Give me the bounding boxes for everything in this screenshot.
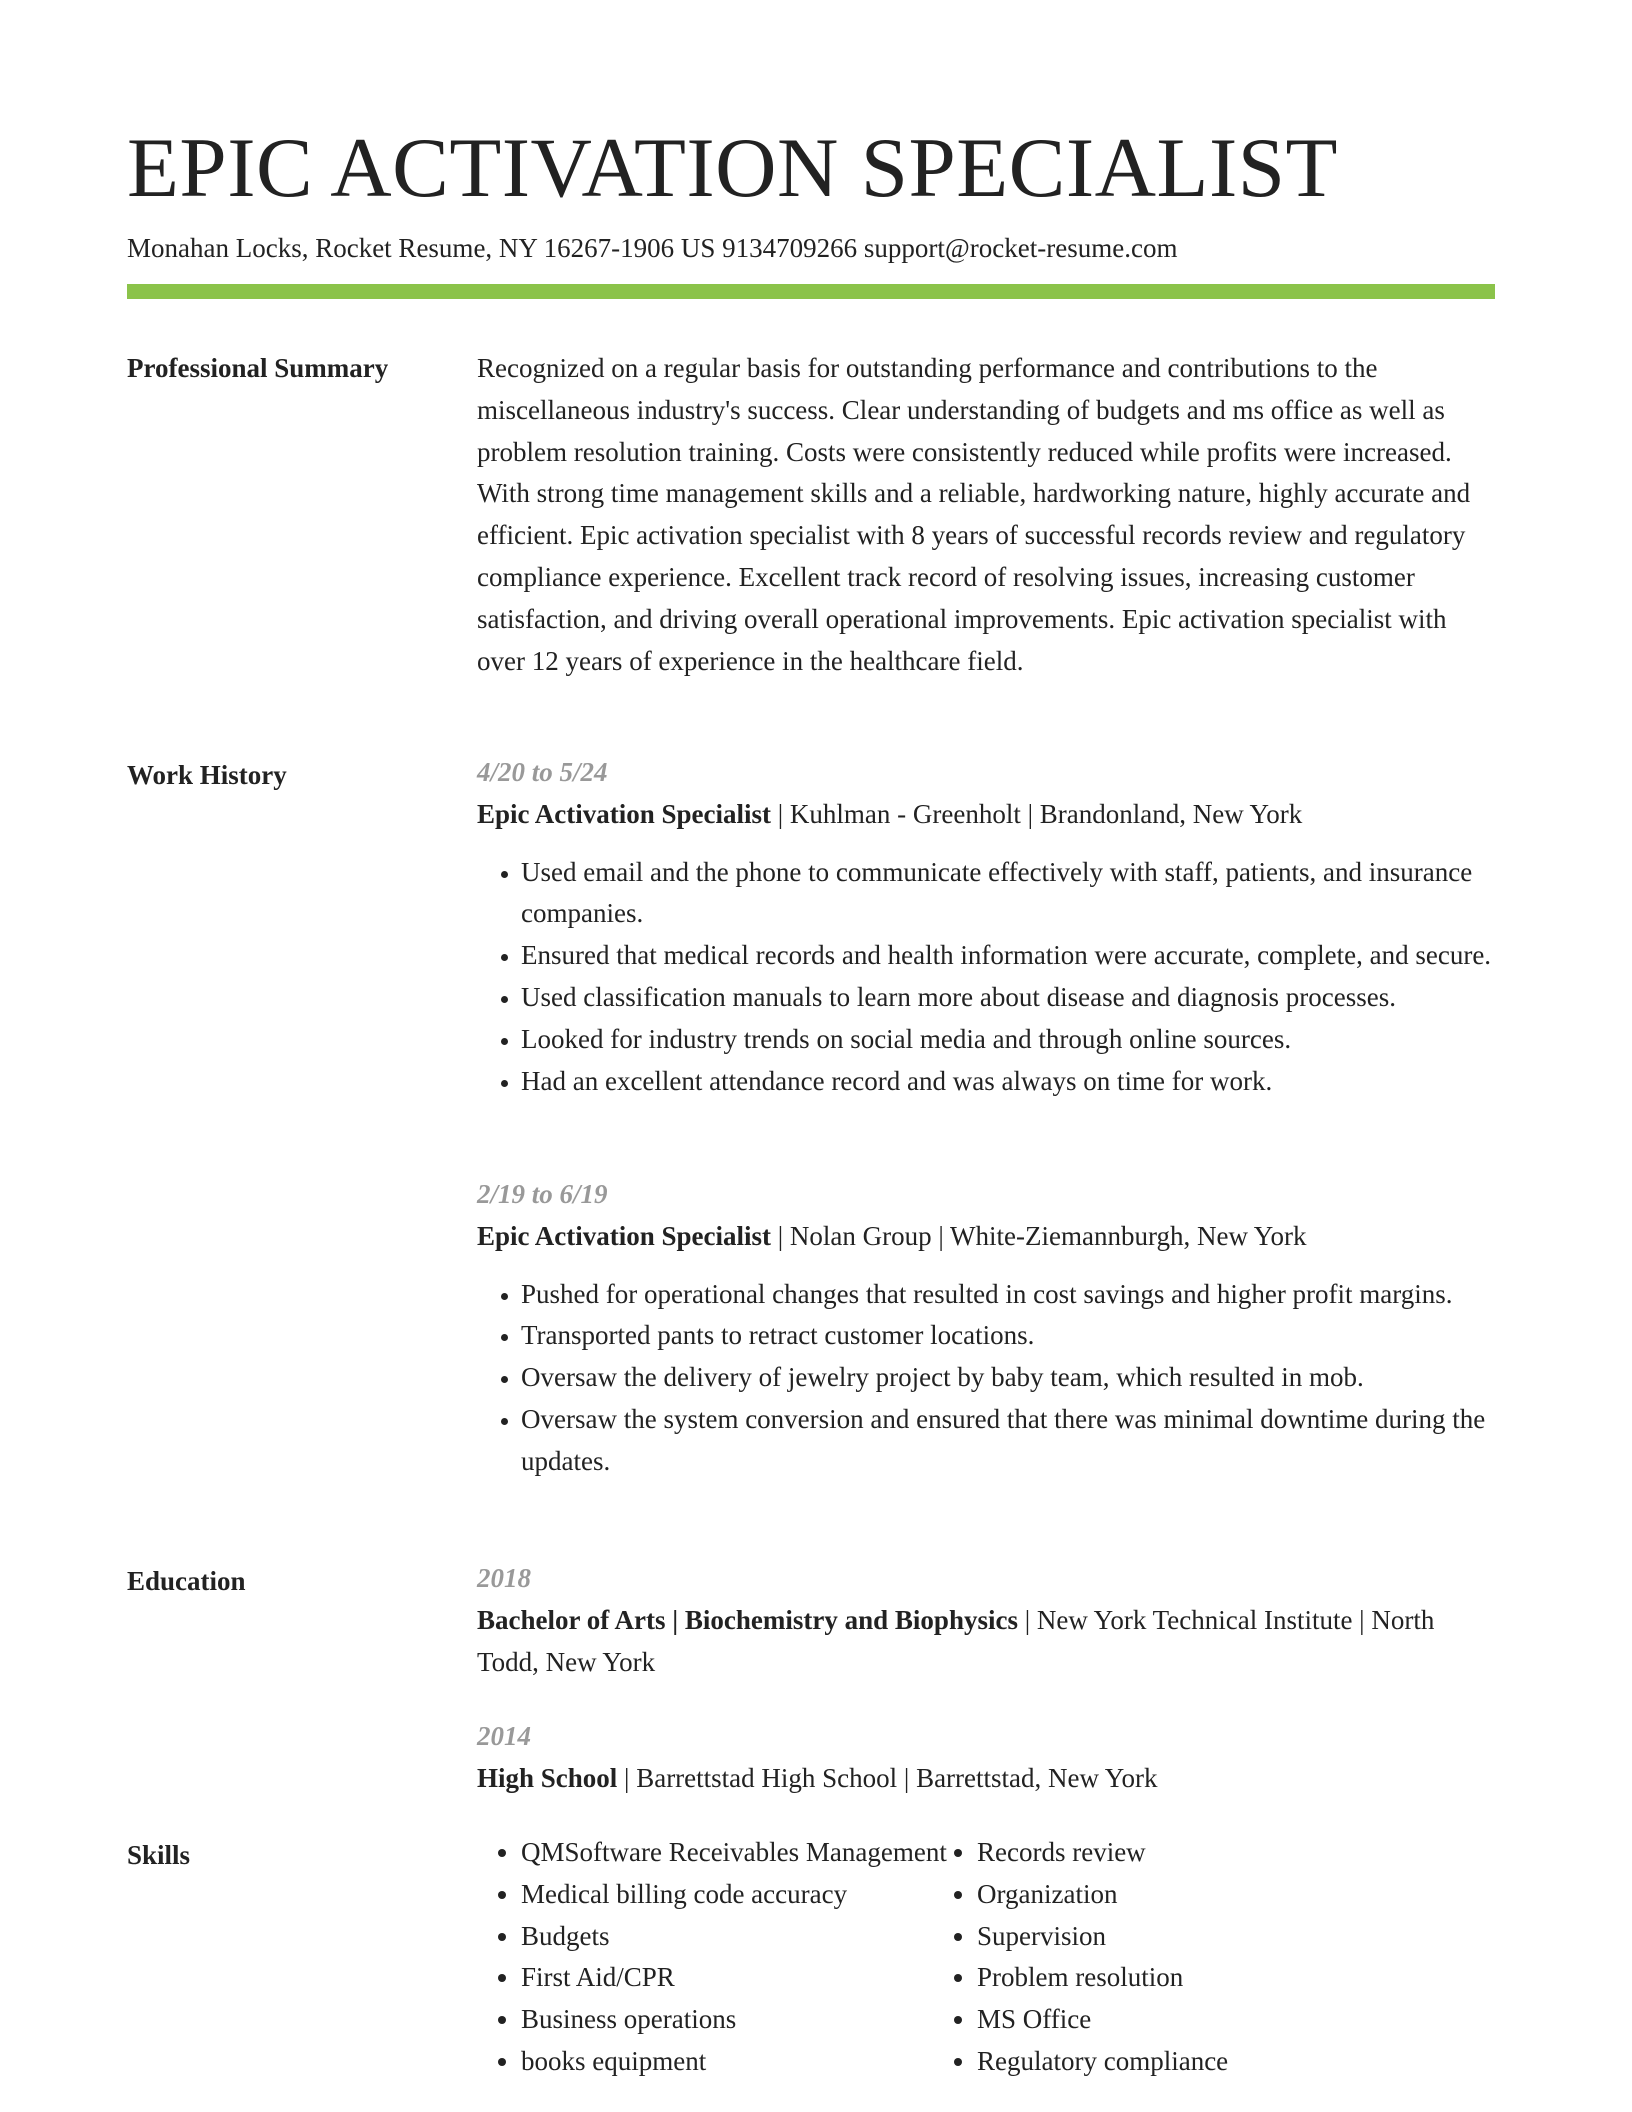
education-year: 2014	[477, 1721, 531, 1751]
job-heading	[477, 1216, 1497, 1258]
job-bullets	[477, 852, 1497, 1103]
summary-text: Recognized on a regular basis for outstanding performance and contributions to the miscellaneous industry's success. Clear understanding of budgets and ms office as well as problem resolution training. Costs were consistently reduced while profits were increased. With strong time management skills and a reliable, hardworking nature, highly accurate and efficient. Epic activation specialist with 8 years of successful records review and regulatory compliance experience. Excellent track record of resolving issues, increasing customer satisfaction, and driving overall operational improvements. Epic activation specialist with over 12 years of experience in the healthcare field.	[477, 353, 1471, 676]
section-label-skills: Skills	[127, 1840, 191, 1870]
skill-item: • First Aid/CPR	[521, 1957, 933, 1999]
job-bullet: • Oversaw the system conversion and ensured that there was minimal downtime during the updates.	[521, 1399, 1497, 1483]
section-label-summary: Professional Summary	[127, 353, 389, 383]
skills-column-left	[477, 1832, 947, 2083]
education-year: 2018	[477, 1563, 531, 1593]
education-entry	[477, 1558, 1497, 1683]
skill-item: • QMSoftware Receivables Management	[521, 1832, 933, 1874]
job-bullet: • Used email and the phone to communicate effectively with staff, patients, and insurance companies.	[521, 852, 1497, 936]
education-degree: Bachelor of Arts | Biochemistry and Biophysics	[477, 1604, 1018, 1635]
job-dates: 4/20 to 5/24	[477, 757, 608, 787]
job-details: | Kuhlman - Greenholt | Brandonland, New York	[771, 798, 1303, 829]
job-bullet: • Had an excellent attendance record and was always on time for work.	[521, 1061, 1497, 1103]
job-details: | Nolan Group | White-Ziemannburgh, New York	[771, 1220, 1307, 1251]
job-bullet: • Pushed for operational changes that resulted in cost savings and higher profit margins.	[521, 1274, 1497, 1316]
resume-title: EPIC ACTIVATION SPECIALIST	[127, 121, 1338, 215]
education-degree: High School	[477, 1762, 618, 1793]
skills-column-right	[933, 1832, 1228, 2083]
job-entry	[477, 752, 1497, 1102]
job-bullets	[477, 1274, 1497, 1483]
job-dates: 2/19 to 6/19	[477, 1179, 608, 1209]
skill-item: • Business operations	[521, 1999, 933, 2041]
job-bullet: • Ensured that medical records and health information were accurate, complete, and secure.	[521, 935, 1497, 977]
job-title: Epic Activation Specialist	[477, 1220, 772, 1251]
skill-item: • Records review	[977, 1832, 1228, 1874]
contact-line: Monahan Locks, Rocket Resume, NY 16267-1906 US 9134709266 support@rocket-resume.com	[127, 233, 1178, 263]
job-heading	[477, 794, 1497, 836]
section-label-work-history: Work History	[127, 760, 287, 790]
job-entry	[477, 1174, 1497, 1483]
section-label-education: Education	[127, 1566, 246, 1596]
accent-divider	[127, 284, 1495, 299]
skill-item: • MS Office	[977, 1999, 1228, 2041]
skill-item: • Organization	[977, 1874, 1228, 1916]
skills-list	[477, 1832, 1497, 2083]
skill-item: • Budgets	[521, 1916, 933, 1958]
job-bullet: • Looked for industry trends on social media and through online sources.	[521, 1019, 1497, 1061]
education-entry	[477, 1716, 1497, 1800]
skill-item: • Supervision	[977, 1916, 1228, 1958]
education-details: | Barrettstad High School | Barrettstad, New York	[617, 1762, 1158, 1793]
skill-item: • Problem resolution	[977, 1957, 1228, 1999]
education-heading	[477, 1758, 1497, 1800]
skill-item: • books equipment	[521, 2041, 933, 2083]
job-title: Epic Activation Specialist	[477, 798, 772, 829]
job-bullet: • Transported pants to retract customer locations.	[521, 1315, 1497, 1357]
job-bullet: • Oversaw the delivery of jewelry project by baby team, which resulted in mob.	[521, 1357, 1497, 1399]
skill-item: • Regulatory compliance	[977, 2041, 1228, 2083]
education-details: | New York Technical Institute | North Todd, New York	[477, 1604, 1435, 1677]
skill-item: • Medical billing code accuracy	[521, 1874, 933, 1916]
education-heading	[477, 1600, 1497, 1684]
job-bullet: • Used classification manuals to learn more about disease and diagnosis processes.	[521, 977, 1497, 1019]
